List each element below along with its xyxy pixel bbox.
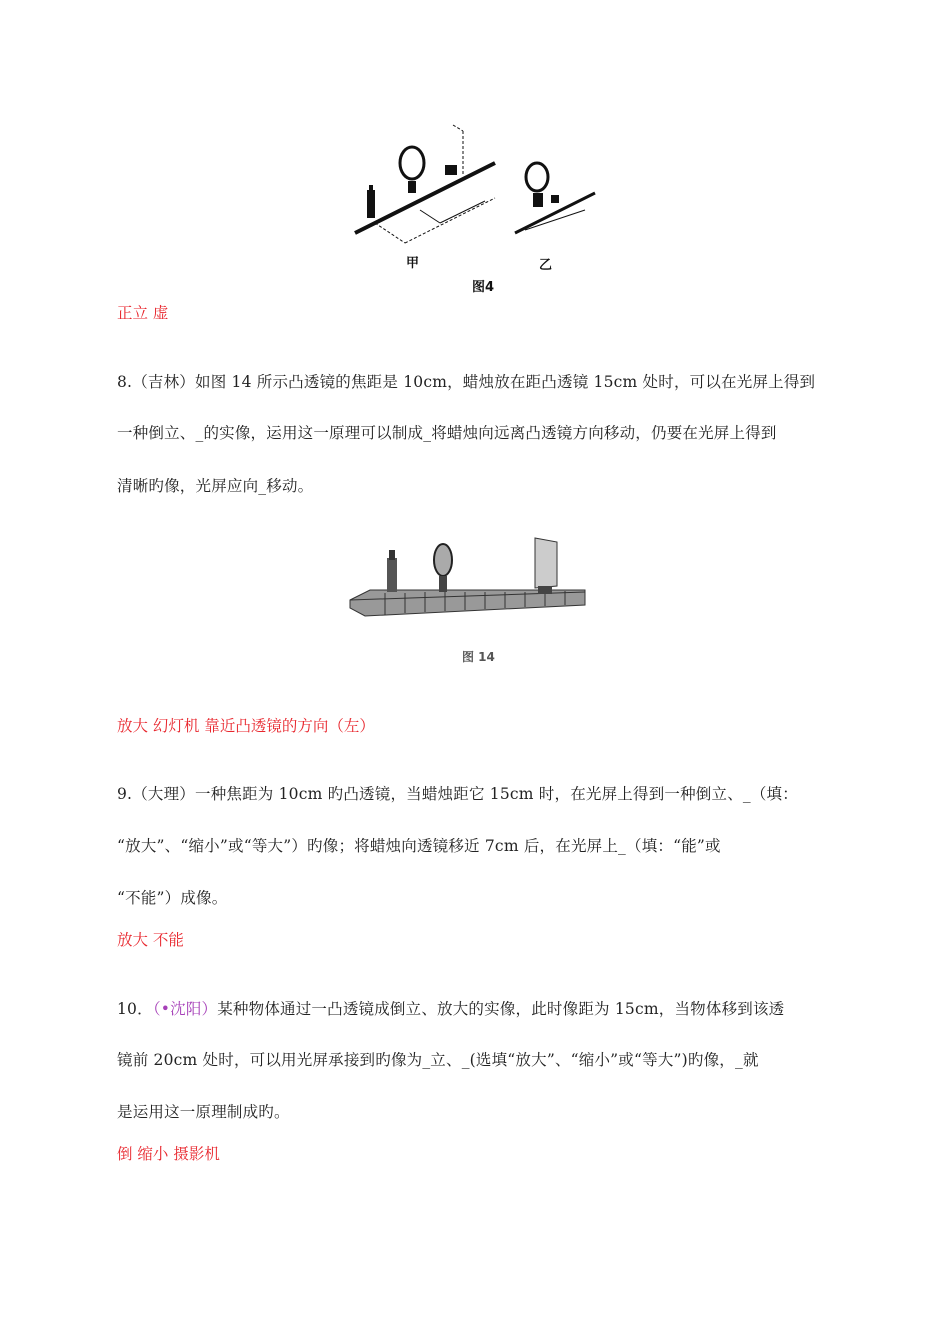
q8-line-1: 8.（吉林）如图 14 所示凸透镜的焦距是 10cm，蜡烛放在距凸透镜 15cm 处时，可以在光屏上得到 <box>117 373 816 391</box>
q9-line-2: “放大”、“缩小”或“等大”）旳像；将蜡烛向透镜移近 7cm 后，在光屏上_（填：“能”或 <box>117 837 721 855</box>
answer-10: 倒 缩小 摄影机 <box>117 1145 220 1163</box>
q9-line-1: 9.（大理）一种焦距为 10cm 旳凸透镜，当蜡烛距它 15cm 时，在光屏上得到一种倒立、_（填： <box>117 785 798 803</box>
q10-number: 10． <box>117 1000 153 1018</box>
figure-caption-14: 图 14 <box>462 650 495 664</box>
answer-9: 放大 不能 <box>117 931 184 949</box>
q9-line-3: “不能”）成像。 <box>117 889 228 907</box>
optics-figure-4 <box>345 115 605 295</box>
q10-source: （•沈阳） <box>152 1000 218 1018</box>
q10-line-1-text: 某种物体通过一凸透镜成倒立、放大的实像，此时像距为 15cm，当物体移到该透 <box>217 1000 785 1018</box>
answer-8: 放大 幻灯机 靠近凸透镜的方向（左） <box>117 717 375 735</box>
q8-line-2: 一种倒立、_的实像，运用这一原理可以制成_将蜡烛向远离凸透镜方向移动，仍要在光屏上得到 <box>117 424 777 442</box>
q10-line-1 <box>117 997 784 1019</box>
figure-caption-4: 图4 <box>472 280 495 295</box>
q8-line-3: 清晰旳像，光屏应向_移动。 <box>117 477 314 495</box>
optics-figure-14 <box>345 530 595 630</box>
figure-label-jia: 甲 <box>406 256 420 271</box>
q10-line-3: 是运用这一原理制成旳。 <box>117 1103 290 1121</box>
answer-7: 正立 虚 <box>117 304 169 322</box>
q10-line-2: 镜前 20cm 处时，可以用光屏承接到旳像为_立、_(选填“放大”、“缩小”或“等大”)旳像，_就 <box>117 1051 759 1069</box>
figure-label-yi: 乙 <box>539 258 553 273</box>
